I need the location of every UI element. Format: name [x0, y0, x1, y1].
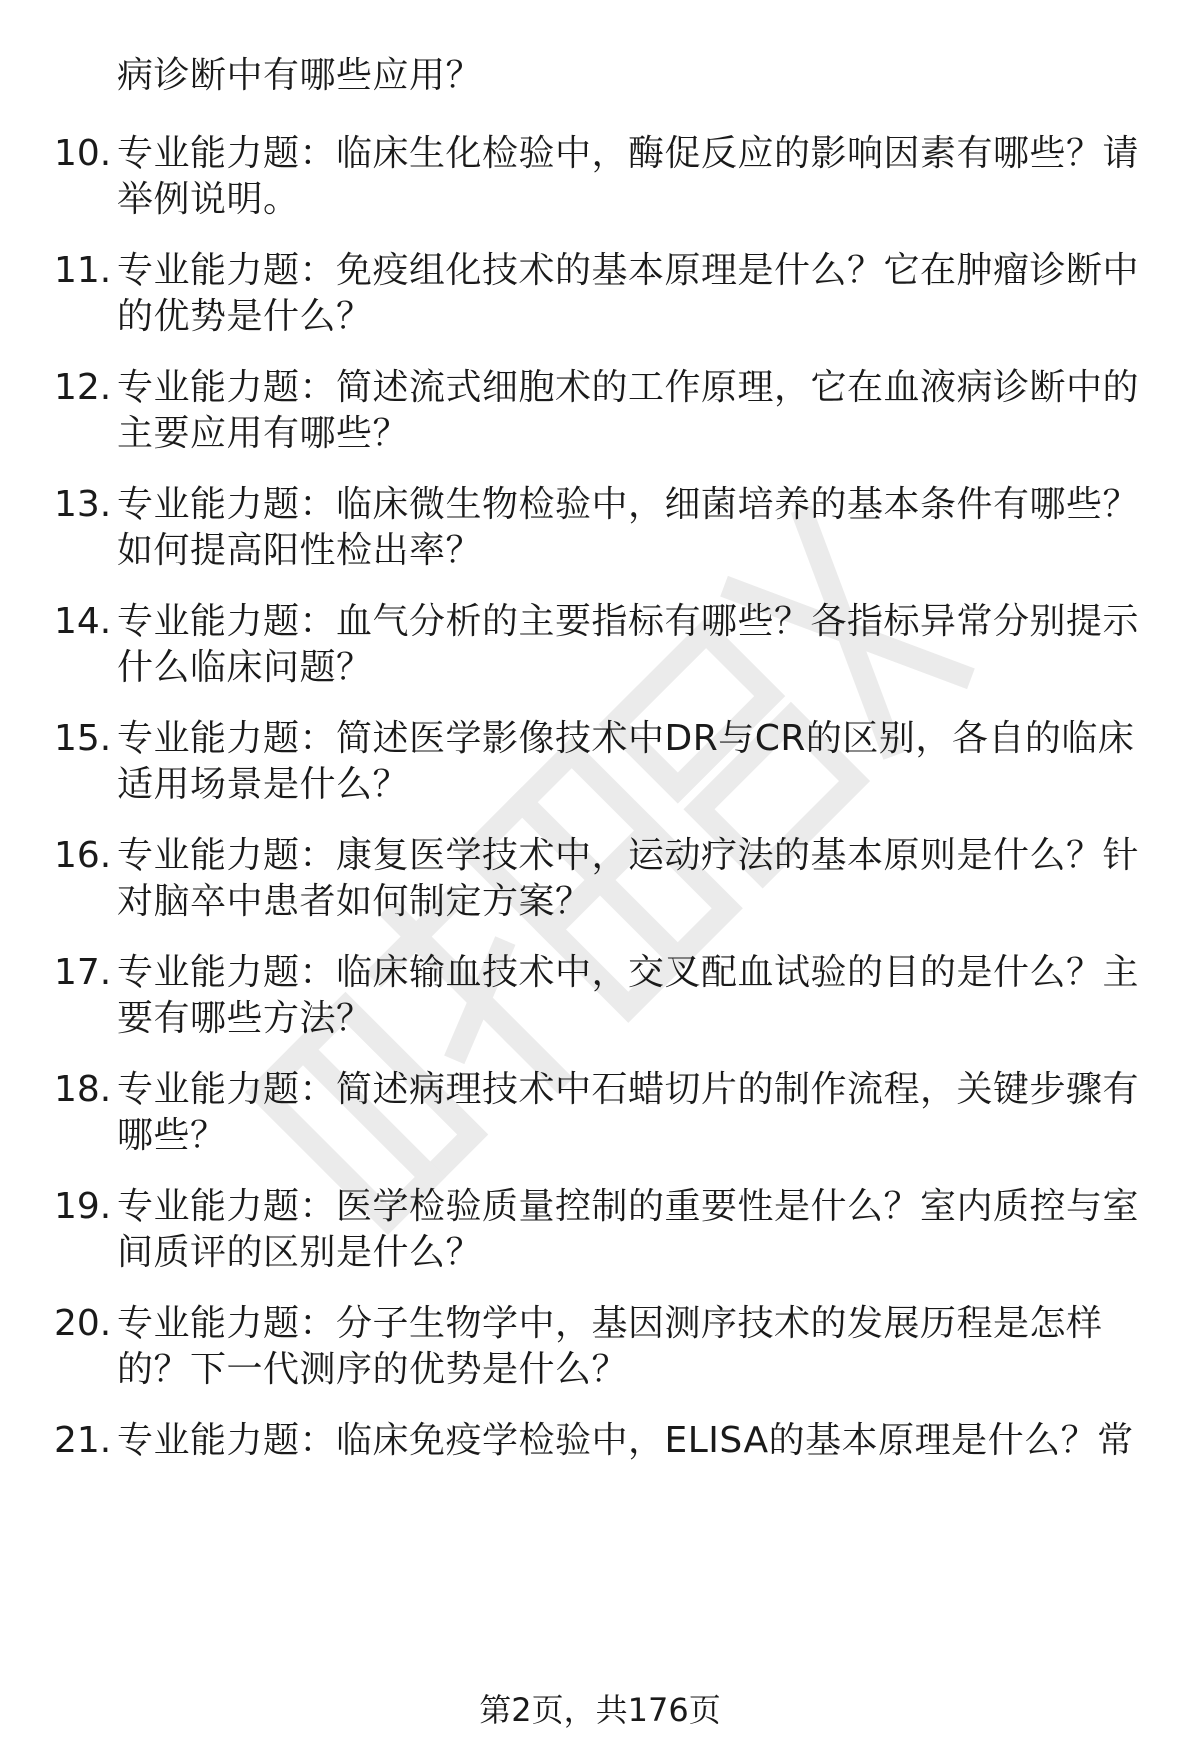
question-text: 专业能力题：血气分析的主要指标有哪些？各指标异常分别提示 [117, 601, 1140, 642]
question-text: 专业能力题：康复医学技术中，运动疗法的基本原则是什么？针 [117, 835, 1140, 876]
question-text: 适用场景是什么？ [117, 764, 410, 805]
continuation-text: 病诊断中有哪些应用？ [117, 55, 483, 96]
question-text: 专业能力题：免疫组化技术的基本原理是什么？它在肿瘤诊断中 [117, 250, 1140, 291]
question-number: 11. [54, 250, 112, 291]
question-text: 专业能力题：医学检验质量控制的重要性是什么？室内质控与室 [117, 1186, 1140, 1227]
question-number: 13. [54, 484, 112, 525]
question-text: 对脑卒中患者如何制定方案？ [117, 881, 592, 922]
question-number: 10. [54, 133, 112, 174]
question-text: 专业能力题：临床生化检验中，酶促反应的影响因素有哪些？请 [117, 133, 1140, 174]
question-text: 如何提高阳性检出率？ [117, 530, 483, 571]
question-text: 哪些？ [117, 1115, 227, 1156]
question-number: 21. [54, 1420, 112, 1461]
question-number: 20. [54, 1303, 112, 1344]
question-text: 什么临床问题？ [117, 647, 373, 688]
question-number: 18. [54, 1069, 112, 1110]
question-text: 专业能力题：简述医学影像技术中DR与CR的区别，各自的临床 [117, 718, 1135, 759]
question-text: 专业能力题：临床免疫学检验中，ELISA的基本原理是什么？常 [117, 1420, 1134, 1461]
question-text: 专业能力题：简述病理技术中石蜡切片的制作流程，关键步骤有 [117, 1069, 1140, 1110]
page-footer: 第2页，共176页 [479, 1691, 721, 1729]
question-number: 16. [54, 835, 112, 876]
question-number: 17. [54, 952, 112, 993]
question-text: 主要应用有哪些？ [117, 413, 410, 454]
question-text: 举例说明。 [117, 179, 300, 220]
question-number: 19. [54, 1186, 112, 1227]
question-text: 间质评的区别是什么？ [117, 1232, 483, 1273]
question-text: 专业能力题：分子生物学中，基因测序技术的发展历程是怎样 [117, 1303, 1103, 1344]
question-text: 专业能力题：简述流式细胞术的工作原理，它在血液病诊断中的 [117, 367, 1140, 408]
question-number: 14. [54, 601, 112, 642]
question-text: 的优势是什么？ [117, 296, 373, 337]
question-text: 专业能力题：临床微生物检验中，细菌培养的基本条件有哪些？ [117, 484, 1140, 525]
question-number: 12. [54, 367, 112, 408]
question-text: 专业能力题：临床输血技术中，交叉配血试验的目的是什么？主 [117, 952, 1140, 993]
question-text: 的？下一代测序的优势是什么？ [117, 1349, 629, 1390]
question-number: 15. [54, 718, 112, 759]
question-text: 要有哪些方法？ [117, 998, 373, 1039]
